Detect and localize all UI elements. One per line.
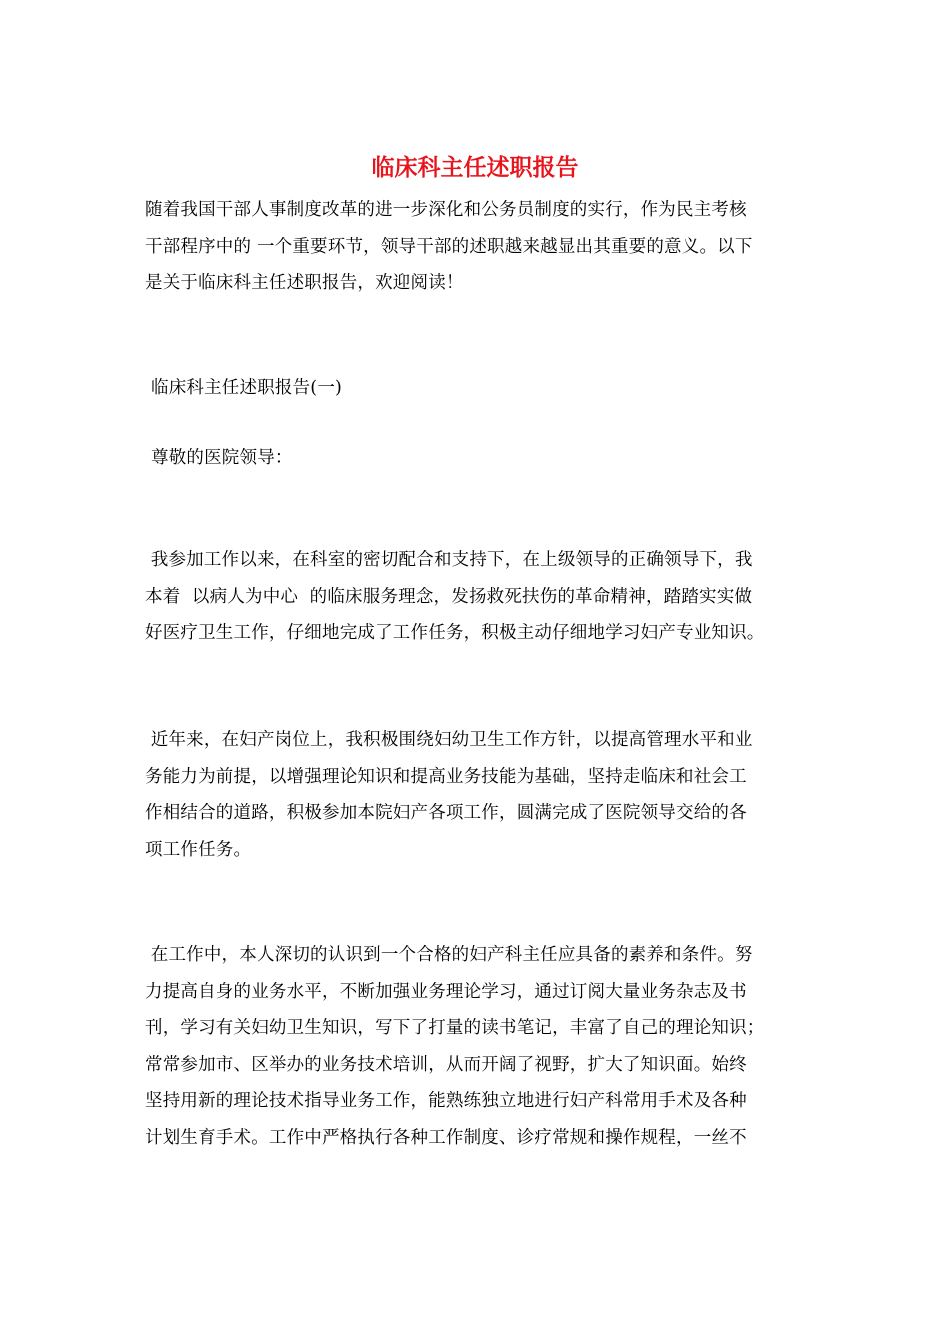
- paragraph-line: 好医疗卫生工作，仔细地完成了工作任务，积极主动仔细地学习妇产专业知识。: [145, 623, 765, 643]
- paragraph-line: 近年来，在妇产岗位上，我积极围绕妇幼卫生工作方针，以提高管理水平和业: [145, 730, 753, 750]
- paragraph-line: 本着 以病人为中心 的临床服务理念，发扬救死扶伤的革命精神，踏踏实实做: [145, 586, 753, 607]
- paragraph-line: 作相结合的道路，积极参加本院妇产各项工作，圆满完成了医院领导交给的各: [145, 803, 747, 823]
- paragraph-line: 计划生育手术。工作中严格执行各种工作制度、诊疗常规和操作规程，一丝不: [145, 1127, 747, 1148]
- intro-line: 干部程序中的 一个重要环节，领导干部的述职越来越显出其重要的意义。以下: [145, 236, 753, 257]
- document-title: 临床科主任述职报告: [371, 154, 579, 181]
- paragraph-line: 在工作中，本人深切的认识到一个合格的妇产科主任应具备的素养和条件。努: [145, 945, 753, 965]
- body-paragraph-3: [145, 937, 813, 1156]
- salutation: 尊敬的医院领导：: [151, 448, 293, 468]
- paragraph-line: 坚持用新的理论技术指导业务工作，能熟练独立地进行妇产科常用手术及各种: [145, 1091, 747, 1111]
- paragraph-line: 常常参加市、区举办的业务技术培训，从而开阔了视野，扩大了知识面。始终: [145, 1054, 747, 1075]
- intro-paragraph: [145, 192, 813, 302]
- body-paragraph-2: [145, 722, 813, 868]
- paragraph-line: 我参加工作以来，在科室的密切配合和支持下，在上级领导的正确领导下，我: [145, 550, 753, 570]
- paragraph-line: 务能力为前提，以增强理论知识和提高业务技能为基础，坚持走临床和社会工: [145, 766, 747, 787]
- paragraph-line: 项工作任务。: [145, 839, 252, 860]
- report-subheading: 临床科主任述职报告(一): [151, 378, 343, 398]
- paragraph-line: 刊，学习有关妇幼卫生知识，写下了打量的读书笔记，丰富了自己的理论知识；: [145, 1018, 765, 1038]
- body-paragraph-1: [145, 542, 813, 652]
- intro-line: 随着我国干部人事制度改革的进一步深化和公务员制度的实行，作为民主考核: [145, 200, 747, 220]
- intro-line: 是关于临床科主任述职报告，欢迎阅读！: [145, 273, 464, 293]
- paragraph-line: 力提高自身的业务水平，不断加强业务理论学习，通过订阅大量业务杂志及书: [145, 981, 747, 1002]
